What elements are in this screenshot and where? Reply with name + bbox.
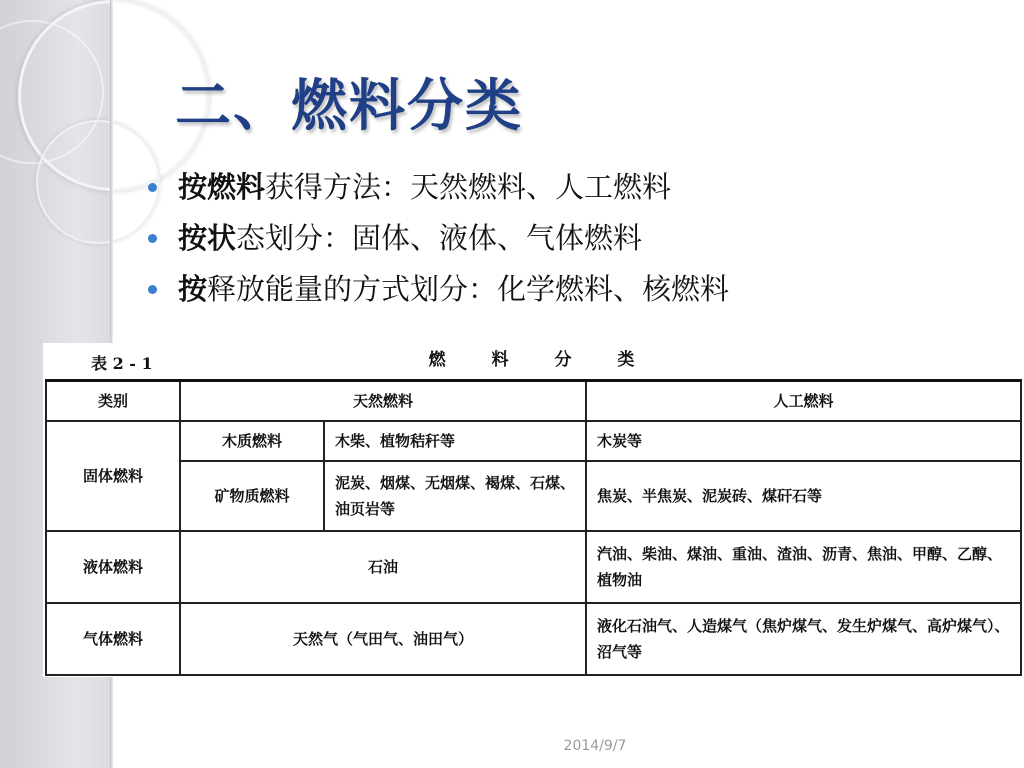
bullet-list (148, 163, 729, 316)
bullet-lead: 按 (178, 272, 208, 306)
table-number: 表 2 - 1 (91, 354, 153, 373)
bullet-text: 获得方法：天然燃料、人工燃料 (265, 170, 672, 204)
bullet-item (148, 265, 729, 316)
header-natural: 天然燃料 (180, 381, 586, 421)
bullet-dot-icon (148, 234, 157, 243)
solid-mineral-artificial: 焦炭、半焦炭、泥炭砖、煤矸石等 (586, 461, 1021, 531)
gas-artificial: 液化石油气、人造煤气（焦炉煤气、发生炉煤气、高炉煤气）、沼气等 (586, 603, 1021, 675)
row-label-solid: 固体燃料 (46, 421, 180, 531)
gas-natural: 天然气（气田气、油田气） (180, 603, 586, 675)
liquid-artificial: 汽油、柴油、煤油、重油、渣油、沥青、焦油、甲醇、乙醇、植物油 (586, 531, 1021, 603)
row-label-liquid: 液体燃料 (46, 531, 180, 603)
liquid-natural: 石油 (180, 531, 586, 603)
solid-mineral-name: 矿物质燃料 (180, 461, 324, 531)
table-header-row (46, 381, 1021, 421)
solid-mineral-natural: 泥炭、烟煤、无烟煤、褐煤、石煤、油页岩等 (324, 461, 586, 531)
row-label-gas: 气体燃料 (46, 603, 180, 675)
table-row (46, 531, 1021, 603)
decorative-ring (36, 120, 160, 244)
slide-title: 二、燃料分类 (175, 74, 523, 139)
header-category: 类别 (46, 381, 180, 421)
fuel-table (45, 379, 1022, 676)
solid-wood-artificial: 木炭等 (586, 421, 1021, 461)
bullet-text: 态划分：固体、液体、气体燃料 (236, 221, 643, 255)
bullet-item (148, 163, 729, 214)
header-artificial: 人工燃料 (586, 381, 1021, 421)
bullet-item (148, 214, 729, 265)
table-caption: 燃 料 分 类 (428, 350, 655, 370)
slide-date: 2014/9/7 (563, 738, 627, 754)
solid-wood-natural: 木柴、植物秸秆等 (324, 421, 586, 461)
bullet-dot-icon (148, 183, 157, 192)
table-row (46, 421, 1021, 461)
table-row (46, 461, 1021, 531)
bullet-text: 释放能量的方式划分：化学燃料、核燃料 (207, 272, 730, 306)
bullet-lead: 按燃料 (178, 170, 266, 204)
fuel-classification-table-image (43, 343, 1020, 677)
table-row (46, 603, 1021, 675)
solid-wood-name: 木质燃料 (180, 421, 324, 461)
bullet-dot-icon (148, 285, 157, 294)
bullet-lead: 按状 (178, 221, 237, 255)
